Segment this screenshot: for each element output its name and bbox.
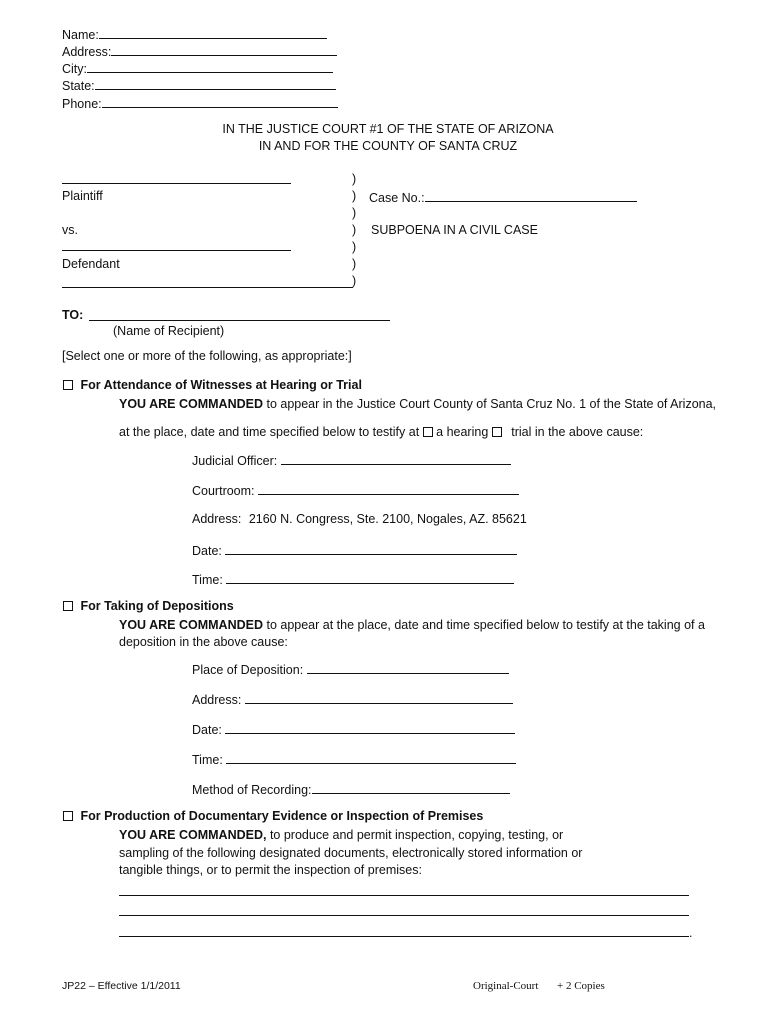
production-heading: For Production of Documentary Evidence or Inspection of Premises [80,809,484,823]
address-field-row [62,42,337,60]
attendance-text-line-2 [119,424,643,440]
attendance-time-field-line[interactable] [226,570,514,584]
city-field-line[interactable] [87,59,333,73]
case-number-label: Case No.: [369,191,425,205]
courtroom-label: Courtroom: [192,484,255,498]
caption-paren: ) [352,240,357,254]
city-field-row [62,59,333,77]
name-field-row [62,25,327,43]
deposition-place-row [192,660,509,678]
recording-method-label: Method of Recording: [192,783,312,797]
attendance-text-line-1 [119,396,716,412]
depositions-heading: For Taking of Depositions [80,599,234,613]
deposition-place-field-line[interactable] [307,660,509,674]
phone-field-row [62,94,338,112]
depositions-text-1: to appear at the place, date and time specified below to testify at the taking of a [266,618,705,632]
plaintiff-name-line[interactable] [62,183,291,184]
depositions-heading-row [63,598,234,614]
deposition-place-label: Place of Deposition: [192,663,304,677]
court-address-row [192,511,527,527]
recording-method-field-line[interactable] [312,780,510,794]
attendance-text-2: at the place, date and time specified below to testify at [119,425,420,439]
production-items-line[interactable] [119,936,689,937]
deposition-time-label: Time: [192,753,223,767]
attendance-time-row [192,570,514,588]
attendance-text-1: to appear in the Justice Court County of Santa Cruz No. 1 of the State of Arizona, [266,397,717,411]
court-address-value: 2160 N. Congress, Ste. 2100, Nogales, AZ. 85621 [248,512,527,526]
courtroom-field-line[interactable] [258,481,519,495]
depositions-text-2: deposition in the above cause: [119,635,288,649]
attendance-time-label: Time: [192,573,223,587]
caption-paren: ) [352,172,357,186]
deposition-address-label: Address: [192,693,242,707]
court-title-line-1: IN THE JUSTICE COURT #1 OF THE STATE OF ARIZONA [222,122,554,136]
court-address-label: Address: [192,512,242,526]
distribution-copies: + 2 Copies [557,980,605,992]
production-end-period: . [689,926,693,940]
recipient-name-line[interactable] [89,320,390,321]
vs-label: vs. [62,223,78,237]
name-label: Name: [62,28,99,42]
production-items-line[interactable] [119,895,689,896]
name-field-line[interactable] [99,25,327,39]
production-text-2: sampling of the following designated documents, electronically stored information or [119,846,583,860]
select-instruction: [Select one or more of the following, as appropriate:] [62,349,352,363]
deposition-date-row [192,720,515,738]
recipient-hint: (Name of Recipient) [113,324,225,338]
attendance-heading-row [63,377,362,393]
state-field-line[interactable] [95,76,336,90]
distribution-original: Original-Court [473,980,539,992]
case-number-field-line[interactable] [425,188,637,202]
judicial-officer-row [192,451,511,469]
caption-paren: ) [352,257,357,271]
attendance-date-label: Date: [192,544,222,558]
deposition-time-field-line[interactable] [226,750,516,764]
caption-paren: ) [352,206,357,220]
courtroom-row [192,481,519,499]
trial-label: trial in the above cause: [511,425,644,439]
production-commanded: YOU ARE COMMANDED, [119,828,267,842]
to-label: TO: [62,308,84,322]
state-field-row [62,76,336,94]
caption-bottom-line [62,287,353,288]
deposition-time-row [192,750,516,768]
trial-checkbox[interactable] [492,427,502,437]
production-text-3: tangible things, or to permit the inspection of premises: [119,863,422,877]
production-items-line[interactable] [119,915,689,916]
plaintiff-label: Plaintiff [62,189,103,203]
deposition-address-row [192,690,513,708]
attendance-date-field-line[interactable] [225,541,517,555]
defendant-name-line[interactable] [62,250,291,251]
deposition-date-field-line[interactable] [225,720,515,734]
phone-field-line[interactable] [102,94,338,108]
production-text-line-1 [119,827,563,843]
state-label: State: [62,79,95,93]
caption-paren: ) [352,223,357,237]
phone-label: Phone: [62,97,102,111]
caption-paren: ) [352,189,357,203]
depositions-commanded: YOU ARE COMMANDED [119,618,263,632]
caption-paren: ) [352,274,357,288]
document-title: SUBPOENA IN A CIVIL CASE [371,223,538,237]
city-label: City: [62,62,87,76]
recording-method-row [192,780,510,798]
deposition-address-field-line[interactable] [245,690,513,704]
attendance-commanded: YOU ARE COMMANDED [119,397,263,411]
judicial-officer-label: Judicial Officer: [192,454,278,468]
case-number-row [369,188,637,206]
hearing-checkbox[interactable] [423,427,433,437]
defendant-label: Defendant [62,257,120,271]
production-checkbox[interactable] [63,811,73,821]
attendance-checkbox[interactable] [63,380,73,390]
address-label: Address: [62,45,112,59]
judicial-officer-field-line[interactable] [281,451,511,465]
form-id: JP22 – Effective 1/1/2011 [62,980,181,992]
depositions-text-line-1 [119,617,705,633]
deposition-date-label: Date: [192,723,222,737]
depositions-checkbox[interactable] [63,601,73,611]
address-field-line[interactable] [111,42,337,56]
production-text-1: to produce and permit inspection, copying, testing, or [269,828,564,842]
court-title-line-2: IN AND FOR THE COUNTY OF SANTA CRUZ [258,139,518,153]
production-heading-row [63,808,483,824]
attendance-date-row [192,541,517,559]
hearing-label: a hearing [436,425,489,439]
attendance-heading: For Attendance of Witnesses at Hearing or Trial [80,378,362,392]
